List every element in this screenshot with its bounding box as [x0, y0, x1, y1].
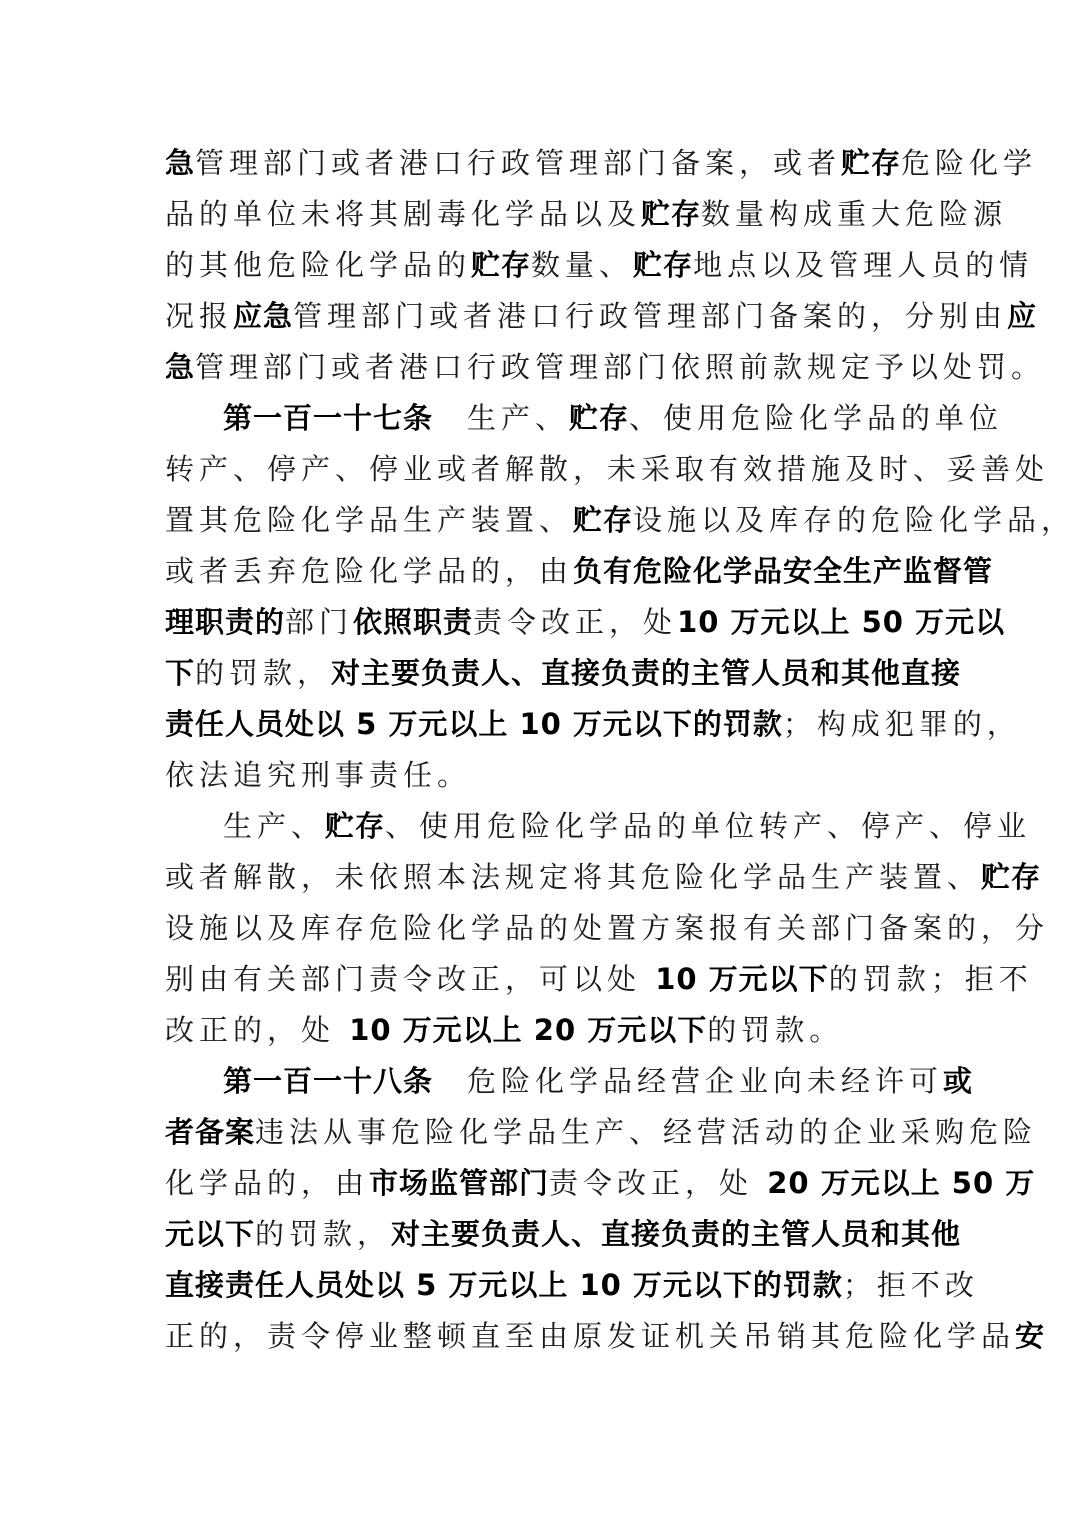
- text-segment: 管理部门或者港口行政管理部门依照前款规定予以处罚。: [195, 350, 1046, 384]
- bold-text: 10 万元以上 20 万元以下: [349, 1013, 708, 1047]
- text-segment: 的其他危险化学品的: [165, 248, 472, 282]
- bold-text: 安: [1015, 1319, 1046, 1353]
- bold-text: 第一百一十八条: [223, 1064, 434, 1098]
- bold-text: 急: [165, 350, 196, 384]
- bold-text: 贮存: [569, 401, 630, 435]
- document-body: [165, 138, 1076, 1362]
- text-segment: 或者丢弃危险化学品的，由: [165, 554, 574, 588]
- text-line: [165, 342, 1046, 393]
- text-line: [165, 393, 1004, 444]
- bold-text: 对主要负责人、直接负责的主管人员和其他直接: [331, 656, 962, 690]
- text-segment: 危险化学: [901, 146, 1038, 180]
- bold-text: 负有危险化学品安全生产监督管: [573, 554, 994, 588]
- bold-text: 者备案: [165, 1115, 256, 1149]
- bold-text: 市场监管部门: [369, 1166, 550, 1200]
- bold-text: 贮存: [981, 860, 1042, 894]
- text-segment: 况报: [165, 299, 234, 333]
- text-line: [165, 750, 917, 801]
- bold-text: 应: [1007, 299, 1038, 333]
- text-segment: 或者解散，未依照本法规定将其危险化学品生产装置、: [165, 860, 982, 894]
- text-segment: 责令改正，处: [473, 605, 678, 639]
- bold-text: 贮存: [641, 197, 702, 231]
- text-segment: 的罚款；拒不: [828, 962, 1033, 996]
- text-line: [165, 1107, 1038, 1158]
- text-line: [165, 1209, 962, 1260]
- text-line: [165, 1260, 979, 1311]
- text-segment: 化学品的，由: [165, 1166, 370, 1200]
- bold-text: 贮存: [573, 503, 634, 537]
- text-segment: 、使用危险化学品的单位转产、停产、停业: [385, 809, 1032, 843]
- text-line: [165, 801, 1032, 852]
- bold-text: 第一百一十七条: [223, 401, 434, 435]
- bold-text: 贮存: [841, 146, 902, 180]
- text-segment: 违法从事危险化学品生产、经营活动的企业采购危险: [255, 1115, 1038, 1149]
- text-segment: 危险化学品经营企业向未经许可: [433, 1064, 944, 1098]
- text-segment: ；构成犯罪的，: [782, 707, 1021, 741]
- text-segment: 设施以及库存的危险化学品，: [633, 503, 1076, 537]
- text-segment: 责令改正，处: [549, 1166, 768, 1200]
- text-segment: 管理部门或者港口行政管理部门备案，或者: [195, 146, 842, 180]
- bold-text: 贮存: [471, 248, 532, 282]
- text-line: [165, 597, 1006, 648]
- text-line: [165, 444, 1050, 495]
- bold-text: 责任人员处以 5 万元以上 10 万元以下的罚款: [165, 707, 783, 741]
- text-segment: 的罚款。: [707, 1013, 844, 1047]
- bold-text: 元以下: [165, 1217, 256, 1251]
- bold-text: 依照职责: [353, 605, 474, 639]
- text-segment: 别由有关部门责令改正，可以处: [165, 962, 656, 996]
- text-line: [165, 189, 1008, 240]
- text-segment: 品的单位未将其剧毒化学品以及: [165, 197, 642, 231]
- text-line: [165, 495, 1076, 546]
- bold-text: 20 万元以上 50 万: [767, 1166, 1036, 1200]
- text-segment: 设施以及库存危险化学品的处置方案报有关部门备案的，分: [165, 911, 1050, 945]
- text-line: [165, 138, 1038, 189]
- bold-text: 下: [165, 656, 196, 690]
- bold-text: 或: [943, 1064, 974, 1098]
- bold-text: 对主要负责人、直接负责的主管人员和其他: [391, 1217, 962, 1251]
- text-segment: 的罚款，: [195, 656, 332, 690]
- text-line: [165, 648, 962, 699]
- text-segment: 数量、: [531, 248, 634, 282]
- bold-text: 10 万元以下: [655, 962, 829, 996]
- text-segment: ；拒不改: [842, 1268, 979, 1302]
- text-line: [165, 291, 1038, 342]
- text-segment: 正的，责令停业整顿直至由原发证机关吊销其危险化学品: [165, 1319, 1016, 1353]
- text-line: [165, 1158, 1036, 1209]
- bold-text: 贮存: [633, 248, 694, 282]
- text-segment: 转产、停产、停业或者解散，未采取有效措施及时、妥善处: [165, 452, 1050, 486]
- text-segment: 生产、: [223, 809, 326, 843]
- bold-text: 贮存: [325, 809, 386, 843]
- text-segment: 置其危险化学品生产装置、: [165, 503, 574, 537]
- bold-text: 应急: [233, 299, 294, 333]
- text-segment: 生产、: [433, 401, 570, 435]
- bold-text: 10 万元以上 50 万元以: [677, 605, 1006, 639]
- bold-text: 理职责的: [165, 605, 286, 639]
- text-line: [165, 240, 1034, 291]
- bold-text: 直接责任人员处以 5 万元以上 10 万元以下的罚款: [165, 1268, 843, 1302]
- text-line: [165, 1005, 917, 1056]
- text-line: [165, 546, 994, 597]
- text-line: [165, 1056, 974, 1107]
- text-line: [165, 954, 1033, 1005]
- text-segment: 部门: [285, 605, 354, 639]
- text-line: [165, 852, 1042, 903]
- text-segment: 的罚款，: [255, 1217, 392, 1251]
- text-segment: 依法追究刑事责任。: [165, 758, 472, 792]
- bold-text: 急: [165, 146, 196, 180]
- text-segment: 改正的，处: [165, 1013, 350, 1047]
- text-segment: 地点以及管理人员的情: [693, 248, 1034, 282]
- text-line: [165, 699, 1021, 750]
- text-segment: 、使用危险化学品的单位: [629, 401, 1004, 435]
- text-line: [165, 903, 1050, 954]
- text-line: [165, 1311, 1046, 1362]
- text-segment: 管理部门或者港口行政管理部门备案的，分别由: [293, 299, 1008, 333]
- text-segment: 数量构成重大危险源: [701, 197, 1008, 231]
